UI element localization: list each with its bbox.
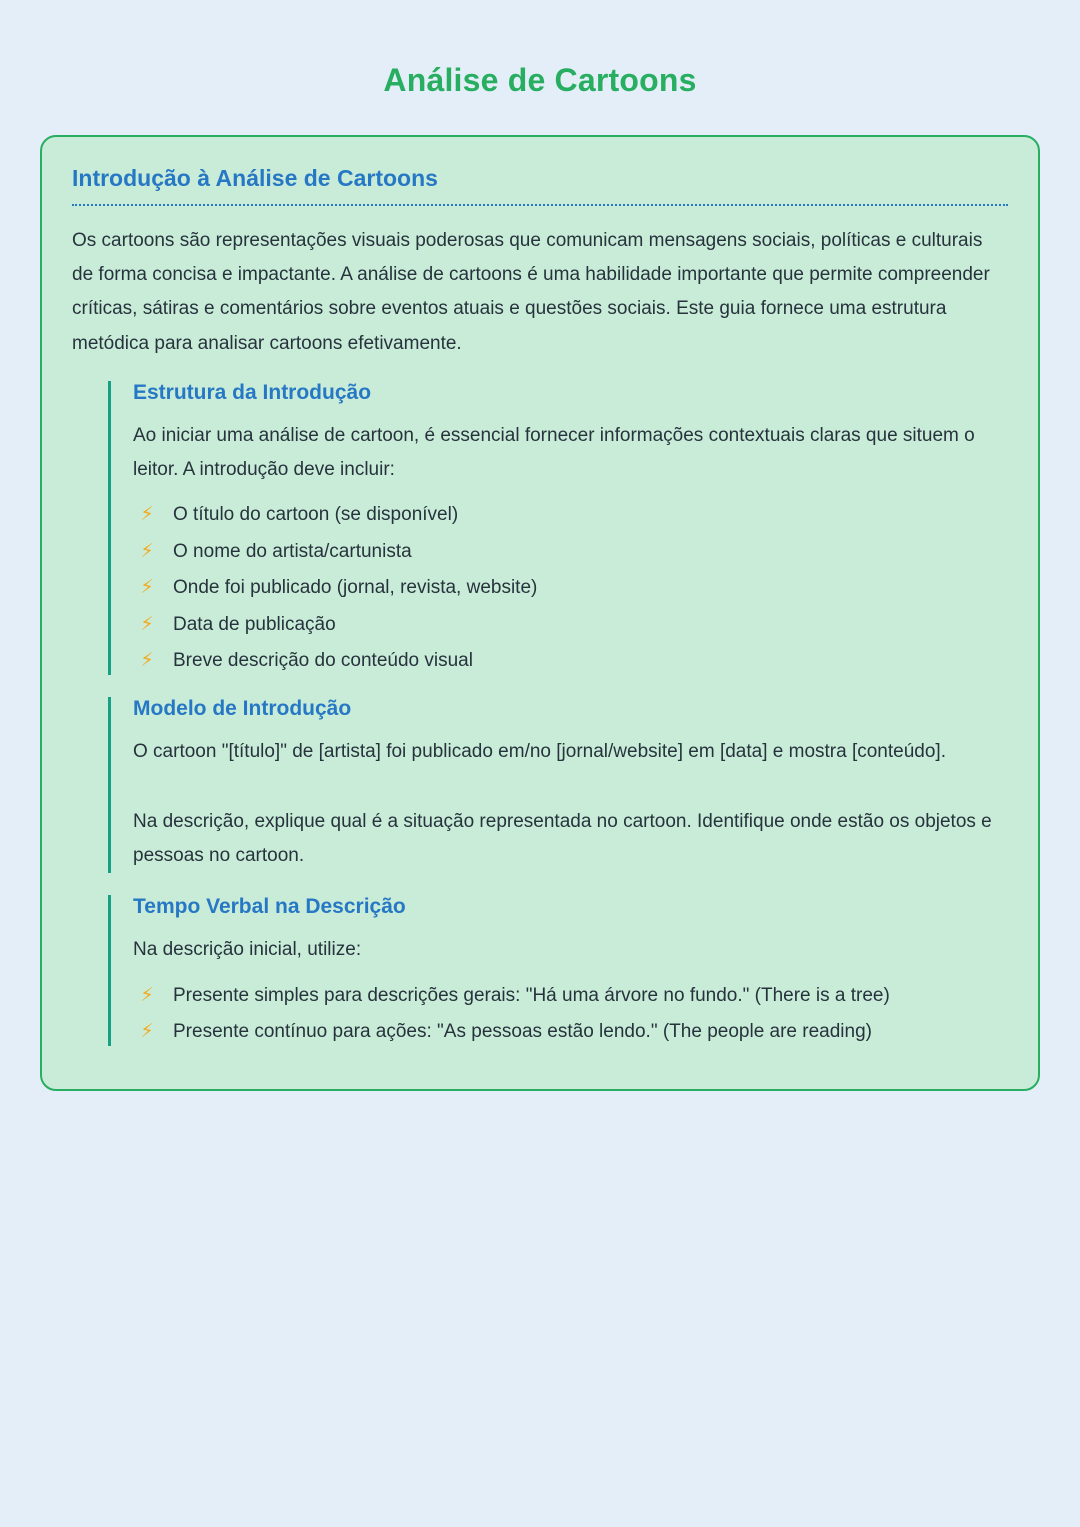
lightning-icon: ⚡ — [140, 540, 154, 562]
lightning-icon: ⚡ — [140, 577, 154, 599]
list-item — [133, 574, 1008, 602]
list-item-text: Onde foi publicado (jornal, revista, website) — [173, 577, 538, 599]
list-item-text: Presente simples para descrições gerais: "Há uma árvore no fundo." (There is a tree) — [173, 984, 890, 1006]
lightning-icon: ⚡ — [140, 984, 154, 1006]
section-paragraph: Na descrição, explique qual é a situação representada no cartoon. Identifique onde estão os objetos e pessoas no cartoon. — [133, 811, 992, 867]
page-title: Análise de Cartoons — [383, 62, 697, 98]
list-item-text: O nome do artista/cartunista — [173, 540, 412, 562]
section-tempo-verbal-na-descricao — [108, 895, 1008, 1045]
lightning-icon: ⚡ — [140, 504, 154, 526]
list-item-text: Presente contínuo para ações: "As pessoas estão lendo." (The people are reading) — [173, 1021, 872, 1043]
list-item — [133, 611, 1008, 639]
list-item — [133, 501, 1008, 529]
list-item-text: Breve descrição do conteúdo visual — [173, 650, 473, 672]
section-estrutura-da-introducao — [108, 381, 1008, 675]
card-heading: Introdução à Análise de Cartoons — [72, 165, 1008, 206]
card-intro-paragraph: Os cartoons são representações visuais poderosas que comunicam mensagens sociais, políticas e culturais de forma concisa e impactante. A análise de cartoons é uma habilidade importante que permite compreender críticas, sátiras e comentários sobre eventos atuais e questões sociais. Este guia fornece uma estrutura metódica para analisar cartoons efetivamente. — [72, 230, 990, 354]
list-item — [133, 647, 1008, 675]
list-item-text: Data de publicação — [173, 613, 336, 635]
verb-tense-list — [133, 982, 1008, 1046]
lightning-icon: ⚡ — [140, 1021, 154, 1043]
section-paragraph: O cartoon "[título]" de [artista] foi publicado em/no [jornal/website] em [data] e mostra [conteúdo]. — [133, 740, 946, 762]
section-heading: Estrutura da Introdução — [133, 380, 372, 404]
list-item — [133, 1018, 1008, 1046]
lightning-icon: ⚡ — [140, 650, 154, 672]
lightning-icon: ⚡ — [140, 613, 154, 635]
section-paragraph: Na descrição inicial, utilize: — [133, 939, 362, 961]
section-paragraph: Ao iniciar uma análise de cartoon, é essencial fornecer informações contextuais claras que situem o leitor. A introdução deve incluir: — [133, 424, 975, 480]
section-heading: Tempo Verbal na Descrição — [133, 895, 406, 919]
list-item — [133, 982, 1008, 1010]
section-heading: Modelo de Introdução — [133, 696, 352, 720]
list-item — [133, 538, 1008, 566]
intro-analysis-card — [40, 135, 1040, 1091]
list-item-text: O título do cartoon (se disponível) — [173, 504, 459, 526]
section-modelo-de-introducao — [108, 697, 1008, 874]
intro-elements-list — [133, 501, 1008, 675]
